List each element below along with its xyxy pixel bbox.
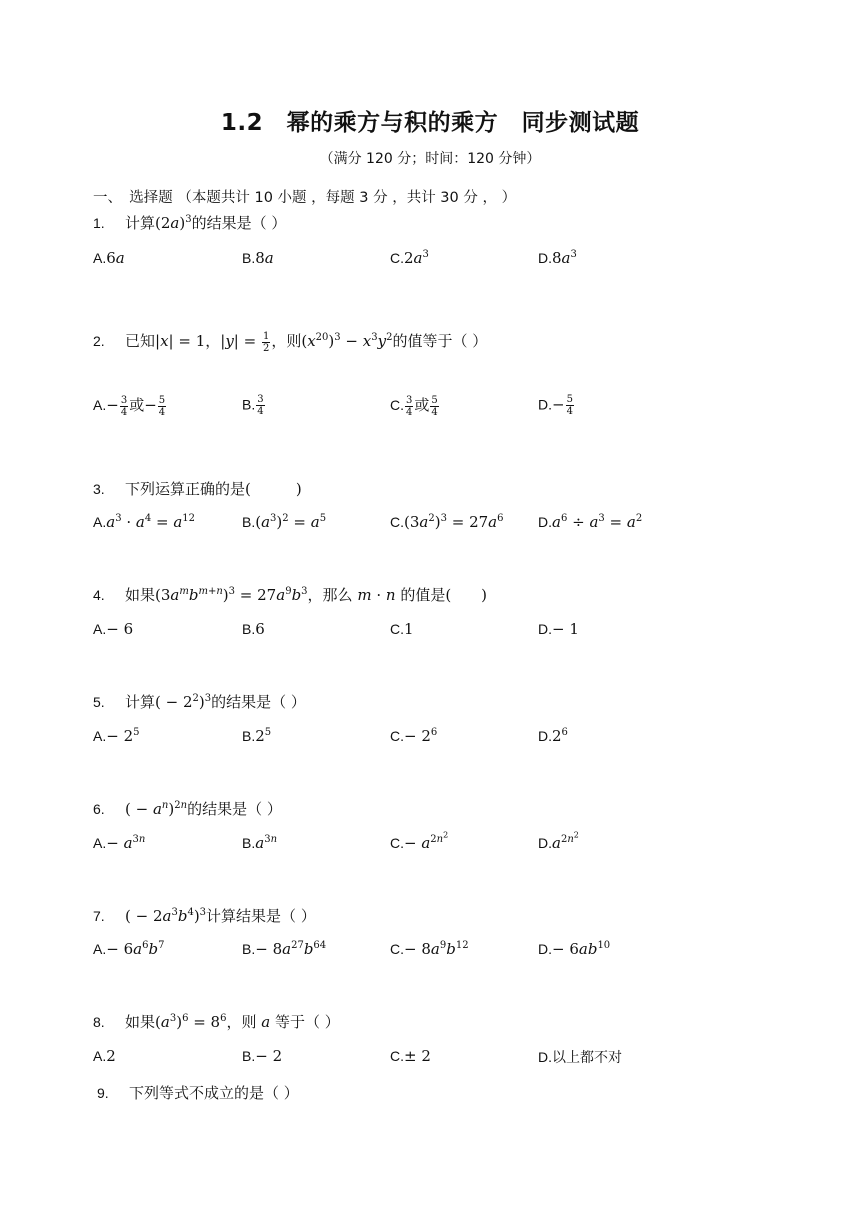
option-d: D.− 1 [538, 620, 579, 638]
question-number: 4. [93, 587, 105, 603]
question-number: 5. [93, 694, 105, 710]
page-title: 1.2 幂的乘方与积的乘方 同步测试题 [220, 110, 640, 136]
question-number: 6. [93, 801, 105, 817]
question-number: 3. [93, 481, 105, 497]
question-4: 4. 如果$(3a^mb^{m+n})^3 = 27a^9b^3$，那么 m · n 的值是( ) [93, 586, 488, 604]
option-d: $D.2^6$ [538, 727, 568, 745]
option-c: C.± 2 [390, 1047, 431, 1065]
option-d: D.− $\frac{5}{4}$ [538, 394, 573, 417]
option-c: $C.- a^{2n^2}$ [390, 830, 449, 852]
page-subtitle: （满分 120 分；时间：120 分钟） [319, 151, 541, 167]
option-a: A.− 6 [93, 620, 134, 638]
option-d: D.以上都不对 [538, 1049, 622, 1065]
option-a: $A.- 6a^6b^7$ [93, 940, 165, 958]
option-a: A.6a [93, 249, 125, 267]
option-b: $B.2^5$ [242, 727, 272, 745]
section-heading: 一、 选择题 （本题共计 10 小题 ，每题 3 分 ，共计 30 分 ， ） [93, 190, 517, 206]
question-9: 9. 下列等式不成立的是（ ） [97, 1084, 299, 1102]
question-5: 5. 计算( − $2^2)^3$的结果是（ ） [93, 693, 306, 711]
question-3: 3. 下列运算正确的是( ) [93, 480, 302, 498]
option-b: B.8a [242, 249, 274, 267]
option-c: $C.2a^3$ [390, 249, 429, 267]
option-c: $C.- 2^6$ [390, 727, 438, 745]
question-number: 9. [97, 1085, 109, 1101]
option-a: A.− $\frac{3}{4}$ 或− $\frac{5}{4}$ [93, 394, 166, 418]
question-6: 6. ( − $a^n)^{2n}$的结果是（ ） [93, 800, 282, 818]
question-2: 2. 已知|x| = 1，|y| = $\frac{1}{2}$ ，则$(x^{20})^3 - x^3y^2$的值等于（ ） [93, 330, 488, 354]
option-a: $A.- a^{3n}$ [93, 834, 146, 852]
option-b: $B.- 8a^{27}b^{64}$ [242, 940, 327, 958]
question-7: 7. ( − $2a^3b^4)^3$计算结果是（ ） [93, 907, 316, 925]
option-b: B.− 2 [242, 1047, 283, 1065]
question-1: 1. 计算$(2a)^3$的结果是（ ） [93, 214, 287, 232]
question-8: 8. 如果$(a^3)^6 = 8^6$，则 a 等于（ ） [93, 1013, 340, 1031]
question-number: 8. [93, 1014, 105, 1030]
option-a: $A.- 2^5$ [93, 727, 140, 745]
option-d: $D.- 6ab^{10}$ [538, 940, 611, 958]
option-d: $D.a^6 \div a^3 = a^2$ [538, 513, 643, 531]
option-b: B.6 [242, 620, 265, 638]
option-c: C. $\frac{3}{4}$ 或 $\frac{5}{4}$ [390, 394, 438, 418]
option-c: C.1 [390, 620, 414, 638]
option-a: A.2 [93, 1047, 116, 1065]
option-b: B. $\frac{3}{4}$ [242, 394, 264, 417]
option-d: $D.a^{2n^2}$ [538, 830, 579, 852]
option-d: $D.8a^3$ [538, 249, 577, 267]
option-a: $A.a^3 \cdot a^4 = a^{12}$ [93, 513, 195, 531]
option-c: $C.(3a^2)^3 = 27a^6$ [390, 513, 504, 531]
question-number: 1. [93, 215, 105, 231]
question-number: 7. [93, 908, 105, 924]
option-b: $B.(a^3)^2 = a^5$ [242, 513, 327, 531]
option-c: $C.- 8a^9b^{12}$ [390, 940, 469, 958]
option-b: $B.a^{3n}$ [242, 834, 278, 852]
question-number: 2. [93, 333, 105, 349]
